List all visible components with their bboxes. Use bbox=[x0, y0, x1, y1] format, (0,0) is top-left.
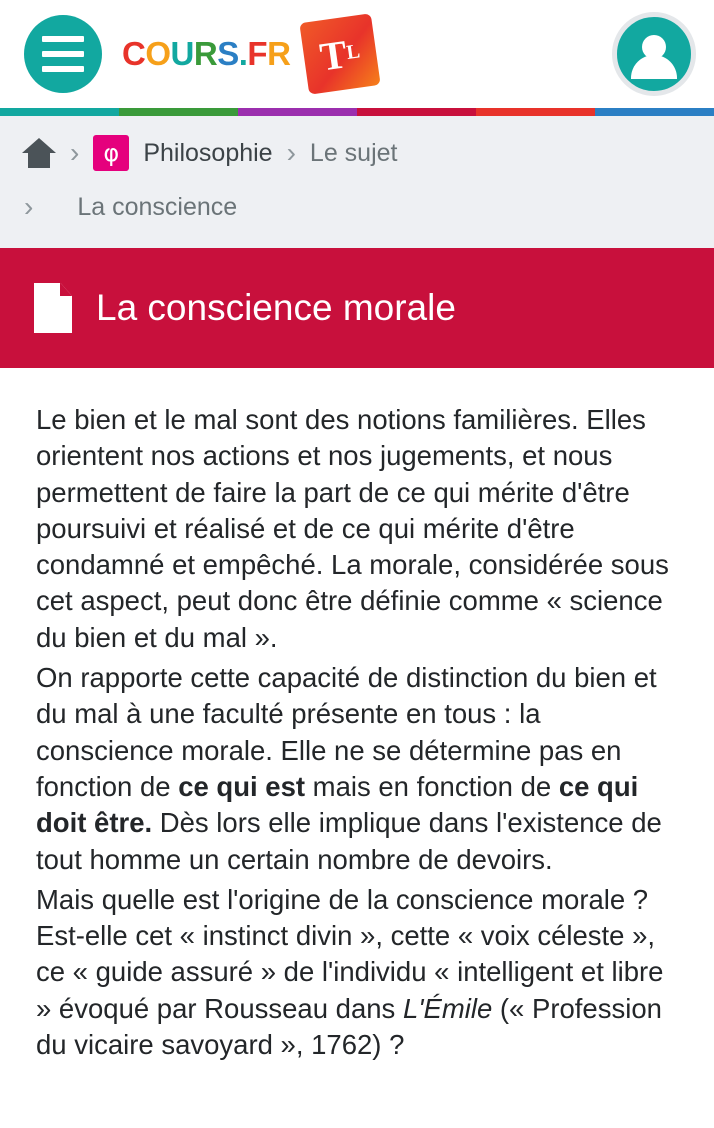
home-icon-roof bbox=[22, 138, 56, 153]
logo-letter: R bbox=[267, 35, 291, 72]
color-segment bbox=[357, 108, 476, 116]
color-segment bbox=[476, 108, 595, 116]
text-run: Dès lors elle implique dans l'existence de tout homme un certain nombre de devoirs. bbox=[36, 807, 662, 875]
color-segment bbox=[595, 108, 714, 116]
text-run: Mais quelle est l'origine de la conscience morale ? Est-elle cet « instinct divin », cette « voix céleste », ce « guide assuré » de l'individu « intelligent et libre » évoqué par Rousseau dans bbox=[36, 883, 664, 1024]
menu-icon-bar bbox=[42, 51, 84, 57]
text-run: On rapporte cette capacité de distinction du bien et du mal à une faculté présente en tous : la conscience morale. Elle ne se détermine pas en fonction de bbox=[36, 662, 657, 802]
chevron-right-icon: › bbox=[70, 137, 80, 168]
logo-glyph: T L bbox=[317, 30, 362, 80]
page-title-banner bbox=[0, 248, 714, 368]
breadcrumb-item-chapter[interactable]: La conscience bbox=[77, 192, 238, 221]
emphasis-italic: L'Émile bbox=[402, 992, 493, 1024]
subject-badge-icon: φ bbox=[93, 135, 129, 171]
menu-button[interactable] bbox=[24, 15, 102, 93]
site-header bbox=[0, 0, 714, 108]
breadcrumb-row-primary bbox=[22, 126, 692, 180]
terminale-logo-icon[interactable] bbox=[300, 13, 381, 94]
menu-icon-bar bbox=[42, 66, 84, 72]
text-run: mais en fonction de bbox=[305, 770, 559, 802]
logo-letter: U bbox=[170, 35, 194, 72]
site-logo[interactable] bbox=[122, 35, 290, 73]
text-run: Le bien et le mal sont des notions familières. Elles orientent nos actions et nos jugements, et nous permettent de faire la part de ce qui mérite d'être poursuivi et réalisé et de ce qui mérite d'être condamné et empêché. La morale, considérée sous cet aspect, peut donc être définie comme « science du bien et du mal ». bbox=[36, 404, 669, 653]
emphasis-bold: ce qui doit être. bbox=[36, 770, 639, 839]
logo-letter: S bbox=[217, 35, 239, 72]
color-segment bbox=[119, 108, 238, 116]
lesson-content bbox=[0, 368, 714, 1063]
color-segment bbox=[238, 108, 357, 116]
page-title: La conscience morale bbox=[96, 287, 456, 328]
lesson-paragraph bbox=[36, 402, 678, 656]
chevron-right-icon: › bbox=[286, 137, 296, 168]
logo-letter: F bbox=[247, 35, 268, 72]
breadcrumb-item-subject[interactable]: Philosophie bbox=[143, 138, 273, 167]
logo-letter: R bbox=[193, 35, 218, 72]
logo-letter: . bbox=[238, 35, 248, 72]
avatar-body-icon bbox=[631, 55, 677, 79]
lesson-paragraph bbox=[36, 660, 678, 878]
document-icon bbox=[34, 283, 72, 333]
logo-letter: C bbox=[122, 35, 146, 72]
emphasis-bold: ce qui est bbox=[178, 770, 306, 802]
avatar[interactable] bbox=[612, 12, 696, 96]
logo-letter: O bbox=[145, 35, 171, 72]
menu-icon-bar bbox=[42, 36, 84, 42]
home-icon-base bbox=[28, 152, 50, 168]
color-segment bbox=[0, 108, 119, 116]
breadcrumb-row-secondary bbox=[22, 180, 692, 234]
lesson-paragraph bbox=[36, 882, 678, 1063]
breadcrumb bbox=[0, 116, 714, 248]
chevron-right-icon: › bbox=[24, 191, 34, 222]
color-divider bbox=[0, 108, 714, 116]
text-run: (« Profession du vicaire savoyard », 1762) ? bbox=[36, 992, 662, 1061]
breadcrumb-item-section[interactable]: Le sujet bbox=[309, 138, 398, 167]
home-icon[interactable] bbox=[22, 138, 56, 168]
